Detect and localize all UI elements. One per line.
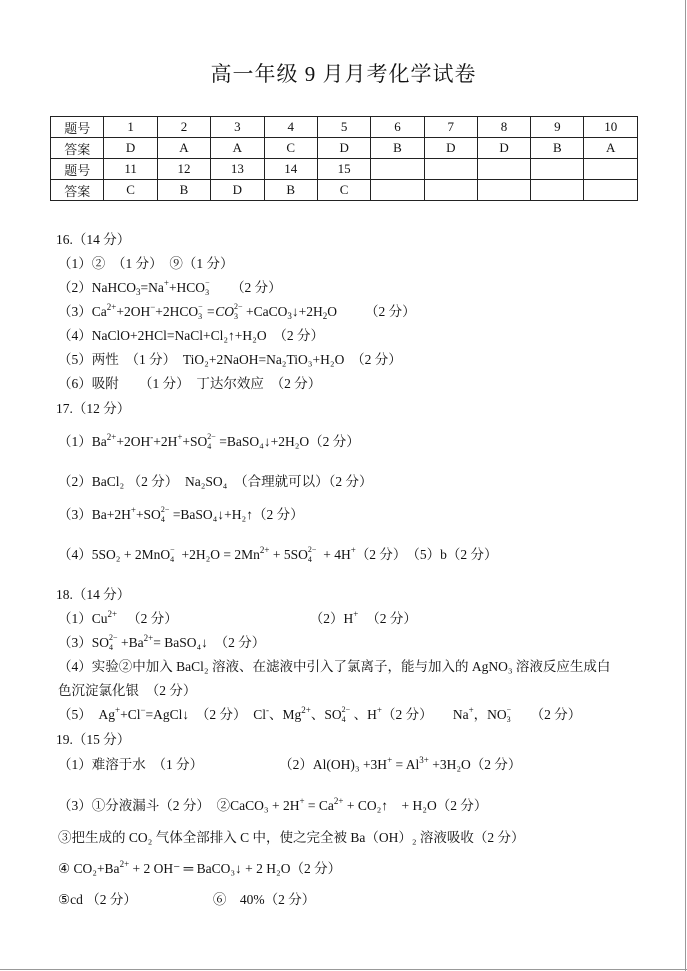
table-cell (584, 159, 638, 180)
q17-heading: 17.（12 分） (56, 401, 131, 416)
table-cell: 14 (264, 159, 317, 180)
table-cell (424, 180, 477, 201)
q18-heading: 18.（14 分） (56, 587, 131, 602)
q19-line-1: （1）难溶于水 （1 分） $(2)Al(OH)_3 +3H^+ = Al^{3+} +3H_2O(2$ 分） (58, 755, 522, 772)
table-row-header: 题号 (51, 117, 104, 138)
table-cell: 9 (531, 117, 584, 138)
table-cell (371, 159, 424, 180)
table-cell: B (157, 180, 210, 201)
table-cell: D (424, 138, 477, 159)
page-title: 高一年级 9 月月考化学试卷 (210, 62, 477, 86)
table-row (51, 180, 638, 201)
table-row (51, 138, 638, 159)
table-cell (531, 180, 584, 201)
q18-line-4: （4）实验②中加入 BaCl₂ 溶液、在滤液中引入了氯离子，能与加入的 AgNO₃ 溶液反应生成白 (58, 659, 611, 674)
table-cell: 8 (477, 117, 530, 138)
table-cell (477, 180, 530, 201)
table-cell: 4 (264, 117, 317, 138)
table-cell: C (264, 138, 317, 159)
q19-line-6: ⑤cd （2 分） ⑥ 40%（2 分） (58, 892, 316, 907)
table-cell: A (157, 138, 210, 159)
q18-line-1: $(1)Cu^{2+}$ （2 分） （2）H+ （2 分） (58, 609, 417, 626)
q16-line-3: $(3)Ca^{2+}+2OH^-+2HCO$ − 3 =CO 2− 3 $+CaCO_3↓+2H_2O$ （2 分） (58, 301, 416, 321)
table-row (51, 159, 638, 180)
q16-line-5: （5）两性 （1 分） TiO₂+2NaOH=Na₂TiO₃+H₂O （2 分） (58, 352, 402, 367)
q17-line-3: （3）Ba+2H++SO 2− 4 =BaSO₄↓+H₂↑（2 分） (58, 504, 304, 524)
table-cell: D (477, 138, 530, 159)
q19-line-3: （3）①分液漏斗（2 分） ②CaCO₃ + $2H^+ = Ca^{2+}$ + CO₂↑ + H₂O（2 分） (58, 796, 488, 813)
table-cell: B (371, 138, 424, 159)
q16-line-1: （1）② （1 分） ⑨（1 分） (58, 256, 234, 271)
table-cell: A (584, 138, 638, 159)
q19-line-5: ④ $CO_2+Ba^{2+} + 2$ OH⁻ ═ BaCO₃↓ + 2 H₂O（2 分） (58, 859, 342, 876)
table-cell (584, 180, 638, 201)
q16-heading: 16.（14 分） (56, 232, 131, 247)
q16-line-4: （4）NaClO+2HCl=NaCl+Cl₂↑+H₂O （2 分） (58, 328, 324, 343)
table-cell (477, 159, 530, 180)
q18-line-3: （3）SO 2− 4 $+Ba^{2+}=$ BaSO₄↓ （2 分） (58, 632, 266, 652)
answer-table (50, 116, 638, 201)
table-cell: 3 (211, 117, 264, 138)
table-cell: A (211, 138, 264, 159)
table-cell: C (104, 180, 157, 201)
q16-line-6: （6）吸附 （1 分） 丁达尔效应 （2 分） (58, 376, 322, 391)
table-cell: 11 (104, 159, 157, 180)
q19-line-4: ③把生成的 CO₂ 气体全部排入 C 中，使之完全被 Ba（OH）₂ 溶液吸收（2 分） (58, 830, 525, 845)
table-cell: C (317, 180, 370, 201)
table-cell: D (211, 180, 264, 201)
table-cell: D (317, 138, 370, 159)
page-edge-bottom (0, 969, 687, 970)
table-cell: 5 (317, 117, 370, 138)
q17-line-4: （4）5SO₂ + 2MnO − 4 $+2H_2O = 2Mn^{2+} + 5SO$ 2− 4 + 4H+（2 分） （5）b（2 分） (58, 544, 498, 564)
q16-line-2: （2）NaHCO$_3$=Na++HCO − 3 （2 分） (58, 277, 282, 297)
q18-line-4-cont: 色沉淀氯化银 （2 分） (58, 683, 197, 698)
table-cell: D (104, 138, 157, 159)
q18-line-5: （5） Ag++Cl−=AgCl↓ （2 分） Cl-、$Mg^{2+}$、SO 2− 4 、H+（2 分） Na+，NO − 3 （2 分） (58, 704, 582, 724)
q17-line-2: （2）BaCl₂ （2 分） Na₂SO₄ （合理就可以）（2 分） (58, 474, 373, 489)
table-cell: 6 (371, 117, 424, 138)
q19-heading: 19.（15 分） (56, 732, 131, 747)
table-cell: B (531, 138, 584, 159)
table-cell: 12 (157, 159, 210, 180)
table-row (51, 117, 638, 138)
table-cell: 13 (211, 159, 264, 180)
page-edge-right (685, 0, 686, 971)
table-cell: B (264, 180, 317, 201)
table-cell: 1 (104, 117, 157, 138)
table-row-header: 题号 (51, 159, 104, 180)
table-cell (371, 180, 424, 201)
table-cell: 2 (157, 117, 210, 138)
table-cell: 7 (424, 117, 477, 138)
table-cell (424, 159, 477, 180)
table-cell: 15 (317, 159, 370, 180)
table-cell (531, 159, 584, 180)
q17-line-1: $(1)Ba^{2+}+2OH^-+2H^++SO$ 2− 4 =BaSO₄↓+2H₂O（2 分） (58, 431, 360, 451)
table-row-header: 答案 (51, 180, 104, 201)
table-row-header: 答案 (51, 138, 104, 159)
table-cell: 10 (584, 117, 638, 138)
